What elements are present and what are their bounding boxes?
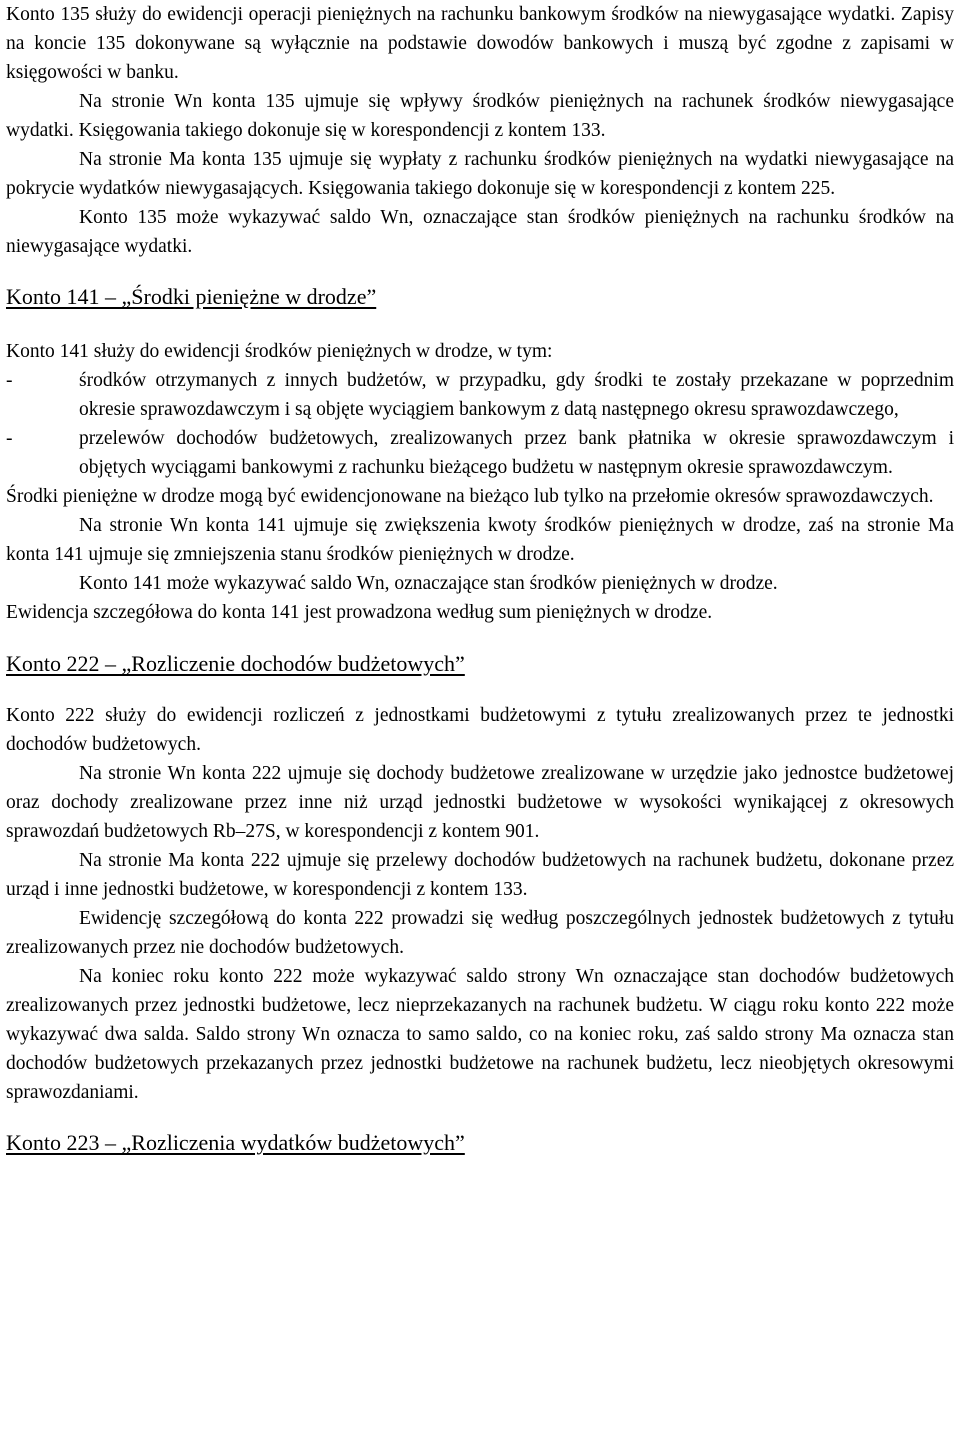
paragraph: Na stronie Wn konta 135 ujmuje się wpływy środków pieniężnych na rachunek środków niewygasające wydatki. Księgowania takiego dokonuje się w korespondencji z kontem 133.	[6, 91, 954, 141]
paragraph: Ewidencja szczegółowa do konta 141 jest prowadzona według sum pieniężnych w drodze.	[6, 602, 713, 623]
paragraph: Konto 141 może wykazywać saldo Wn, oznaczające stan środków pieniężnych w drodze.	[79, 573, 778, 594]
section-konto-135	[6, 0, 954, 261]
list-item-text: środków otrzymanych z innych budżetów, w przypadku, gdy środki te zostały przekazane w poprzednim okresie sprawozdawczym i są objęte wyciągiem bankowym z datą następnego okresu sprawozdawczego,	[79, 370, 954, 420]
paragraph: Konto 222 służy do ewidencji rozliczeń z jednostkami budżetowymi z tytułu zrealizowanych przez te jednostki dochodów budżetowych.	[6, 705, 954, 755]
document-page	[6, 0, 954, 1159]
section-konto-223	[6, 1127, 954, 1159]
section-konto-222	[6, 648, 954, 1107]
paragraph: Na stronie Wn konta 222 ujmuje się dochody budżetowe zrealizowane w urzędzie jako jednostce budżetowej oraz dochody zrealizowane przez inne niż urząd jednostki budżetowe w wysokości wynikającej z okresowych sprawozdań budżetowych Rb–27S, w korespondencji z kontem 901.	[6, 763, 954, 842]
section-heading: Konto 223 – „Rozliczenia wydatków budżetowych”	[6, 1130, 465, 1155]
paragraph: Na stronie Ma konta 222 ujmuje się przelewy dochodów budżetowych na rachunek budżetu, dokonane przez urząd i inne jednostki budżetowe, w korespondencji z kontem 133.	[6, 850, 954, 900]
section-heading: Konto 141 – „Środki pieniężne w drodze”	[6, 284, 377, 309]
paragraph: Ewidencję szczegółową do konta 222 prowadzi się według poszczególnych jednostek budżetowych z tytułu zrealizowanych przez nie dochodów budżetowych.	[6, 908, 954, 958]
section-konto-141	[6, 281, 954, 627]
section-heading: Konto 222 – „Rozliczenie dochodów budżetowych”	[6, 651, 465, 676]
paragraph: Konto 141 służy do ewidencji środków pieniężnych w drodze, w tym:	[6, 341, 553, 362]
list-item	[6, 424, 954, 482]
list-item	[6, 366, 954, 424]
paragraph: Na stronie Wn konta 141 ujmuje się zwiększenia kwoty środków pieniężnych w drodze, zaś na stronie Ma konta 141 ujmuje się zmniejszenia stanu środków pieniężnych w drodze.	[6, 515, 954, 565]
dash-list	[6, 366, 954, 482]
dash-marker: -	[6, 428, 13, 449]
paragraph: Na stronie Ma konta 135 ujmuje się wypłaty z rachunku środków pieniężnych na wydatki niewygasające na pokrycie wydatków niewygasających. Księgowania takiego dokonuje się w korespondencji z kontem 225.	[6, 149, 954, 199]
paragraph: Na koniec roku konto 222 może wykazywać saldo strony Wn oznaczające stan dochodów budżetowych zrealizowanych przez jednostki budżetowe, lecz nieprzekazanych na rachunek budżetu. W ciągu roku konto 222 może wykazywać dwa salda. Saldo strony Wn oznacza to samo saldo, co na koniec roku, zaś saldo strony Ma oznacza stan dochodów budżetowych przekazanych przez jednostki budżetowe na rachunek budżetu, lecz nieobjętych okresowymi sprawozdaniami.	[6, 966, 954, 1103]
dash-marker: -	[6, 370, 13, 391]
paragraph: Środki pieniężne w drodze mogą być ewidencjonowane na bieżąco lub tylko na przełomie okresów sprawozdawczych.	[6, 486, 934, 507]
paragraph: Konto 135 może wykazywać saldo Wn, oznaczające stan środków pieniężnych na rachunku środków na niewygasające wydatki.	[6, 207, 954, 257]
paragraph: Konto 135 służy do ewidencji operacji pieniężnych na rachunku bankowym środków na niewygasające wydatki. Zapisy na koncie 135 dokonywane są wyłącznie na podstawie dowodów bankowych i muszą być zgodne z zapisami w księgowości w banku.	[6, 4, 954, 83]
list-item-text: przelewów dochodów budżetowych, zrealizowanych przez bank płatnika w okresie sprawozdawczym i objętych wyciągami bankowymi z rachunku bieżącego budżetu w następnym okresie sprawozdawczym.	[79, 428, 954, 478]
